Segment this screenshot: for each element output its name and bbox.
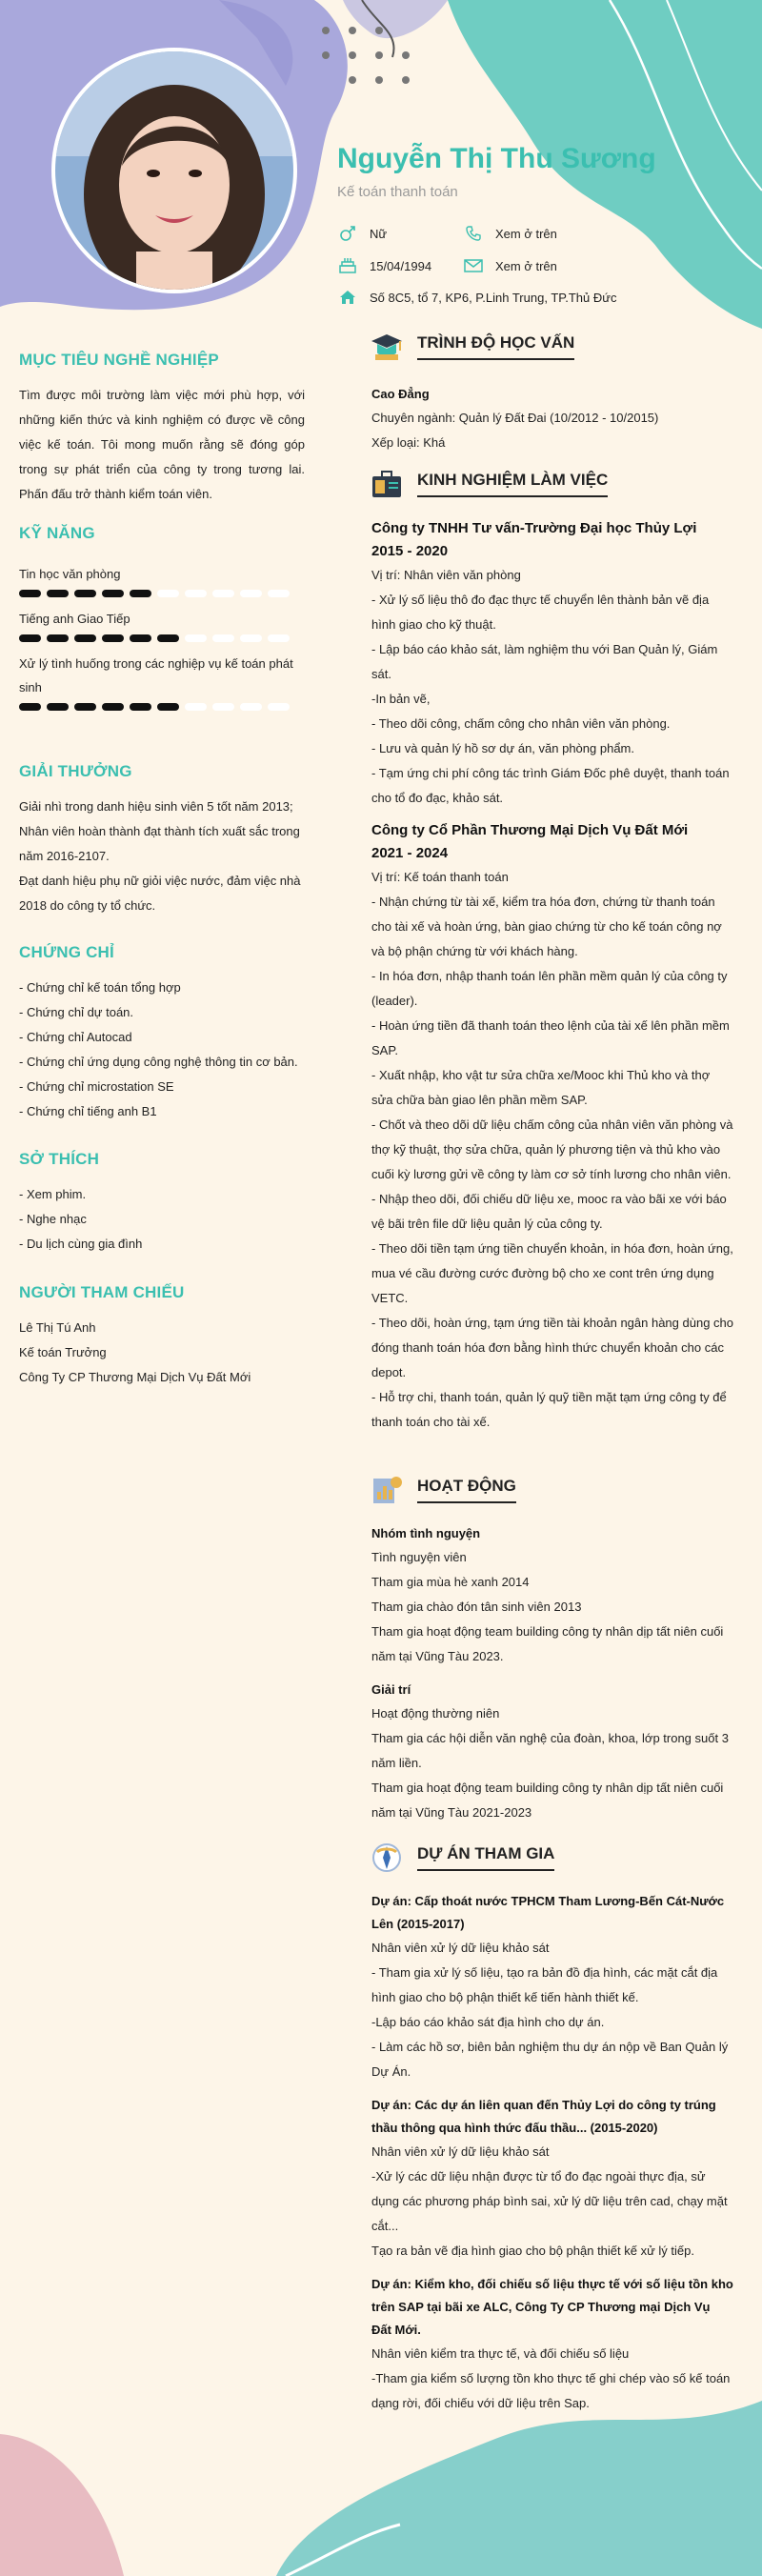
job-position: Vị trí: Kế toán thanh toán [371,870,509,884]
skill-dash-filled [157,634,179,642]
birthday-value: 15/04/1994 [370,258,432,273]
skill-dash-empty [268,590,290,597]
activities-header [370,1473,516,1507]
section-title: MỤC TIÊU NGHỀ NGHIỆP [19,351,219,369]
gender-value: Nữ [370,226,388,241]
skill-dash-empty [240,590,262,597]
skill-label: Xử lý tình huống trong các nghiệp vụ kế toán phát sinh [19,656,293,694]
job-entry [371,819,733,1435]
skill-dash-filled [74,590,96,597]
skill-dash-filled [19,703,41,711]
skill-level-bar [19,703,305,711]
skill-dash-filled [102,590,124,597]
activity-item: Tình nguyện viên [371,1550,467,1564]
skill-dash-filled [130,590,151,597]
award-item: Giải nhì trong danh hiệu sinh viên 5 tốt năm 2013; [19,799,293,814]
activity-item: Tham gia các hội diễn văn nghệ của đoàn, khoa, lớp trong suốt 3 năm liền. [371,1731,729,1770]
section-title: CHỨNG CHỈ [19,943,114,961]
job-task: - Hỗ trợ chi, thanh toán, quản lý quỹ tiền mặt tạm ứng công ty để thanh toán cho tài xế. [371,1390,727,1429]
project-line: Nhân viên xử lý dữ liệu khảo sát [371,2144,550,2159]
activity-item: Tham gia hoạt động team building công ty nhân dịp tất niên cuối năm tại Vũng Tàu 2023. [371,1624,724,1663]
section-title: GIẢI THƯỞNG [19,762,132,780]
skill-dash-empty [212,703,234,711]
job-position: Vị trí: Nhân viên văn phòng [371,568,521,582]
job-entry [371,517,733,811]
candidate-name: Nguyễn Thị Thu Sương [337,143,656,174]
job-task: - Lập báo cáo khảo sát, làm nghiệm thu với Ban Quản lý, Giám sát. [371,642,718,681]
address-value: Số 8C5, tổ 7, KP6, P.Linh Trung, TP.Thủ Đức [370,290,617,305]
skill-dash-filled [47,590,69,597]
job-company: Công ty TNHH Tư vấn-Trường Đại học Thủy Lợi [371,520,697,536]
project-name: Dự án: Kiểm kho, đối chiếu số liệu thực tế với số liệu tồn kho trên SAP tại bãi xe ALC, Công Ty CP Thương mại Dịch Vụ Đất Mới. [371,2277,733,2337]
reference-company: Công Ty CP Thương Mại Dịch Vụ Đất Mới [19,1370,251,1384]
activity-group-name: Nhóm tình nguyện [371,1526,481,1540]
hobby-item: - Xem phim. [19,1187,87,1201]
phone-value: Xem ở trên [495,226,557,241]
phone-icon [463,225,484,242]
briefcase-icon [370,467,404,501]
hobby-item: - Du lịch cùng gia đình [19,1237,143,1251]
project-name: Dự án: Các dự án liên quan đến Thủy Lợi do công ty trúng thầu thông qua hình thức đấu thầu... (2015-2020) [371,2098,716,2135]
phone-row [463,225,557,242]
home-icon [337,289,358,306]
envelope-icon [463,257,484,274]
job-task: - Nhận chứng từ tài xế, kiểm tra hóa đơn, chứng từ thanh toán cho tài xế và hoàn ứng, bàn giao chứng từ cho kế toán công nợ và bộ phận chứng từ với khách hàng. [371,895,722,958]
email-row [463,257,557,274]
bottom-pink-blob [0,2434,124,2576]
skill-dash-filled [47,634,69,642]
job-task: - Hoàn ứng tiền đã thanh toán theo lệnh của tài xế lên phần mềm SAP. [371,1018,730,1057]
job-task: - Theo dõi tiền tạm ứng tiền chuyển khoản, in hóa đơn, hoàn ứng, mua vé cầu đường cước đường bộ cho xe cont trên ứng dụng VETC. [371,1241,733,1305]
project-line: Nhân viên kiểm tra thực tế, và đối chiếu số liệu [371,2346,630,2361]
certificate-item: - Chứng chỉ dự toán. [19,1005,134,1019]
section-title: SỞ THÍCH [19,1150,100,1168]
skill-dash-filled [102,634,124,642]
reference-name: Lê Thị Tú Anh [19,1320,96,1335]
birthday-row [337,257,431,274]
skill-level-bar [19,590,305,597]
avatar [51,48,297,293]
skill-dash-empty [185,590,207,597]
project-line: Tạo ra bản vẽ địa hình giao cho bộ phận thiết kế xử lý tiếp. [371,2244,694,2258]
reference-title: Kế toán Trưởng [19,1345,107,1359]
section-title: NGƯỜI THAM CHIẾU [19,1283,185,1301]
hobby-item: - Nghe nhạc [19,1212,87,1226]
certificate-item: - Chứng chỉ Autocad [19,1030,132,1044]
skill-label: Tin học văn phòng [19,567,121,581]
activity-chart-icon [370,1473,404,1507]
job-company: Công ty Cổ Phần Thương Mại Dịch Vụ Đất Mới [371,822,689,838]
skill-dash-filled [130,634,151,642]
education-body [371,383,733,455]
graduation-cap-icon [370,330,404,364]
skill-item [19,607,305,642]
skill-item [19,562,305,597]
project-line: -Lập báo cáo khảo sát địa hình cho dự án. [371,2015,605,2029]
job-task: - Nhập theo dõi, đối chiếu dữ liệu xe, mooc ra vào bãi xe với báo vệ bãi trên file dữ liệu quản lý của công ty. [371,1192,727,1231]
projects-header [370,1841,554,1875]
job-task: - Chốt và theo dõi dữ liệu chấm công của nhân viên văn phòng và thợ kỹ thuật, thợ sửa chữa, quản lý phương tiện và thủ kho vào cuối kỳ lương gửi về công ty làm cơ sở tính lương cho nhân viên. [371,1117,733,1181]
skill-dash-filled [74,634,96,642]
projects-body [371,1890,733,2416]
award-item: Đạt danh hiệu phụ nữ giỏi việc nước, đảm việc nhà 2018 do công ty tổ chức. [19,874,301,913]
skill-dash-empty [157,590,179,597]
activity-item: Tham gia hoạt động team building công ty nhân dịp tất niên cuối năm tại Vũng Tàu 2021-2023 [371,1781,724,1820]
activity-item: Tham gia chào đón tân sinh viên 2013 [371,1600,582,1614]
job-task: - In hóa đơn, nhập thanh toán lên phần mềm quản lý của công ty (leader). [371,969,728,1008]
gender-icon [337,225,358,242]
candidate-role: Kế toán thanh toán [337,184,458,200]
education-rank: Xếp loại: Khá [371,435,446,450]
certificate-item: - Chứng chỉ microstation SE [19,1079,174,1094]
objective-section [19,351,305,507]
job-task: - Lưu và quản lý hồ sơ dự án, văn phòng phẩm. [371,741,634,755]
skill-dash-empty [240,634,262,642]
certificates-section [19,943,324,1124]
education-degree: Cao Đẳng [371,387,430,401]
job-task: - Theo dõi, hoàn ứng, tạm ứng tiền tài khoản ngân hàng dùng cho đóng thanh toán hóa đơn bằng hình thức chuyển khoản cho các depot. [371,1316,733,1379]
skill-dash-empty [268,634,290,642]
activity-group-name: Giải trí [371,1682,411,1697]
job-task: - Theo dõi công, chấm công cho nhân viên văn phòng. [371,716,671,731]
project-line: Nhân viên xử lý dữ liệu khảo sát [371,1941,550,1955]
award-item: Nhân viên hoàn thành đạt thành tích xuất sắc trong năm 2016-2107. [19,824,300,863]
skill-dash-filled [19,634,41,642]
skill-label: Tiếng anh Giao Tiếp [19,612,130,626]
project-line: -Xử lý các dữ liệu nhận được từ tổ đo đạc ngoài thực địa, sử dụng các phương pháp bình sai, xử lý dữ liệu trên cad, chạy mặt cắt... [371,2169,728,2233]
skill-dash-empty [240,703,262,711]
education-header [370,330,574,364]
reference-section [19,1283,305,1390]
bottom-teal-blob [276,2401,762,2576]
hobbies-section [19,1150,305,1257]
job-period: 2021 - 2024 [371,845,449,861]
activity-item: Hoạt động thường niên [371,1706,500,1721]
skill-dash-empty [212,590,234,597]
job-task: -In bản vẽ, [371,692,431,706]
section-title: DỰ ÁN THAM GIA [417,1844,554,1871]
section-title: KINH NGHIỆM LÀM VIỆC [417,471,608,497]
activities-body [371,1522,733,1825]
certificate-item: - Chứng chỉ ứng dụng công nghệ thông tin cơ bản. [19,1055,298,1069]
teal-small-blob [343,0,448,38]
skill-dash-empty [268,703,290,711]
skill-dash-filled [74,703,96,711]
address-row [337,289,616,306]
skill-dash-filled [47,703,69,711]
skill-dash-empty [185,703,207,711]
skill-dash-filled [19,590,41,597]
section-title: KỸ NĂNG [19,524,95,542]
skill-level-bar [19,634,305,642]
skill-dash-empty [185,634,207,642]
certificate-item: - Chứng chỉ tiếng anh B1 [19,1104,157,1118]
section-title: TRÌNH ĐỘ HỌC VẤN [417,333,574,360]
experience-header [370,467,608,501]
project-line: -Tham gia kiểm số lượng tồn kho thực tế ghi chép vào số kế toán dạng rời, đối chiếu với dữ liệu trên Sap. [371,2371,731,2410]
awards-section [19,762,314,918]
certificate-item: - Chứng chỉ kế toán tổng hợp [19,980,181,995]
skill-dash-filled [157,703,179,711]
profile-photo [55,51,293,290]
skill-item [19,652,305,711]
activity-item: Tham gia mùa hè xanh 2014 [371,1575,530,1589]
skills-section [19,524,305,720]
project-line: - Tham gia xử lý số liệu, tạo ra bản đồ địa hình, các mặt cắt địa hình giao cho bộ phận thiết kế tiến hành thiết kế. [371,1965,718,2004]
objective-text: Tìm được môi trường làm việc mới phù hợp, với những kiến thức và kinh nghiệm có được về công việc kế toán. Tôi mong muốn rằng sẽ đóng góp trong sự phát triển của công ty trong tương lai. Phấn đấu trở thành kiểm toán viên. [19,388,305,501]
gender-row [337,225,387,242]
job-task: - Tạm ứng chi phí công tác trình Giám Đốc phê duyệt, thanh toán cho tổ đo đạc, khảo sát. [371,766,730,805]
job-task: - Xuất nhập, kho vật tư sửa chữa xe/Mooc khi Thủ kho và thợ sửa chữa bàn giao lên phần mềm SAP. [371,1068,711,1107]
skill-dash-filled [102,703,124,711]
job-task: - Xử lý số liệu thô đo đạc thực tế chuyển lên thành bản vẽ địa hình giao cho kỹ thuật. [371,593,710,632]
skill-dash-empty [212,634,234,642]
education-major: Chuyên ngành: Quản lý Đất Đai (10/2012 - 10/2015) [371,411,659,425]
project-line: - Làm các hồ sơ, biên bản nghiệm thu dự án nộp về Ban Quản lý Dự Án. [371,2040,729,2079]
project-badge-icon [370,1841,404,1875]
email-value: Xem ở trên [495,258,557,273]
job-period: 2015 - 2020 [371,543,449,559]
section-title: HOẠT ĐỘNG [417,1477,516,1503]
birthday-cake-icon [337,257,358,274]
skill-dash-filled [130,703,151,711]
project-name: Dự án: Cấp thoát nước TPHCM Tham Lương-Bến Cát-Nước Lên (2015-2017) [371,1894,725,1931]
